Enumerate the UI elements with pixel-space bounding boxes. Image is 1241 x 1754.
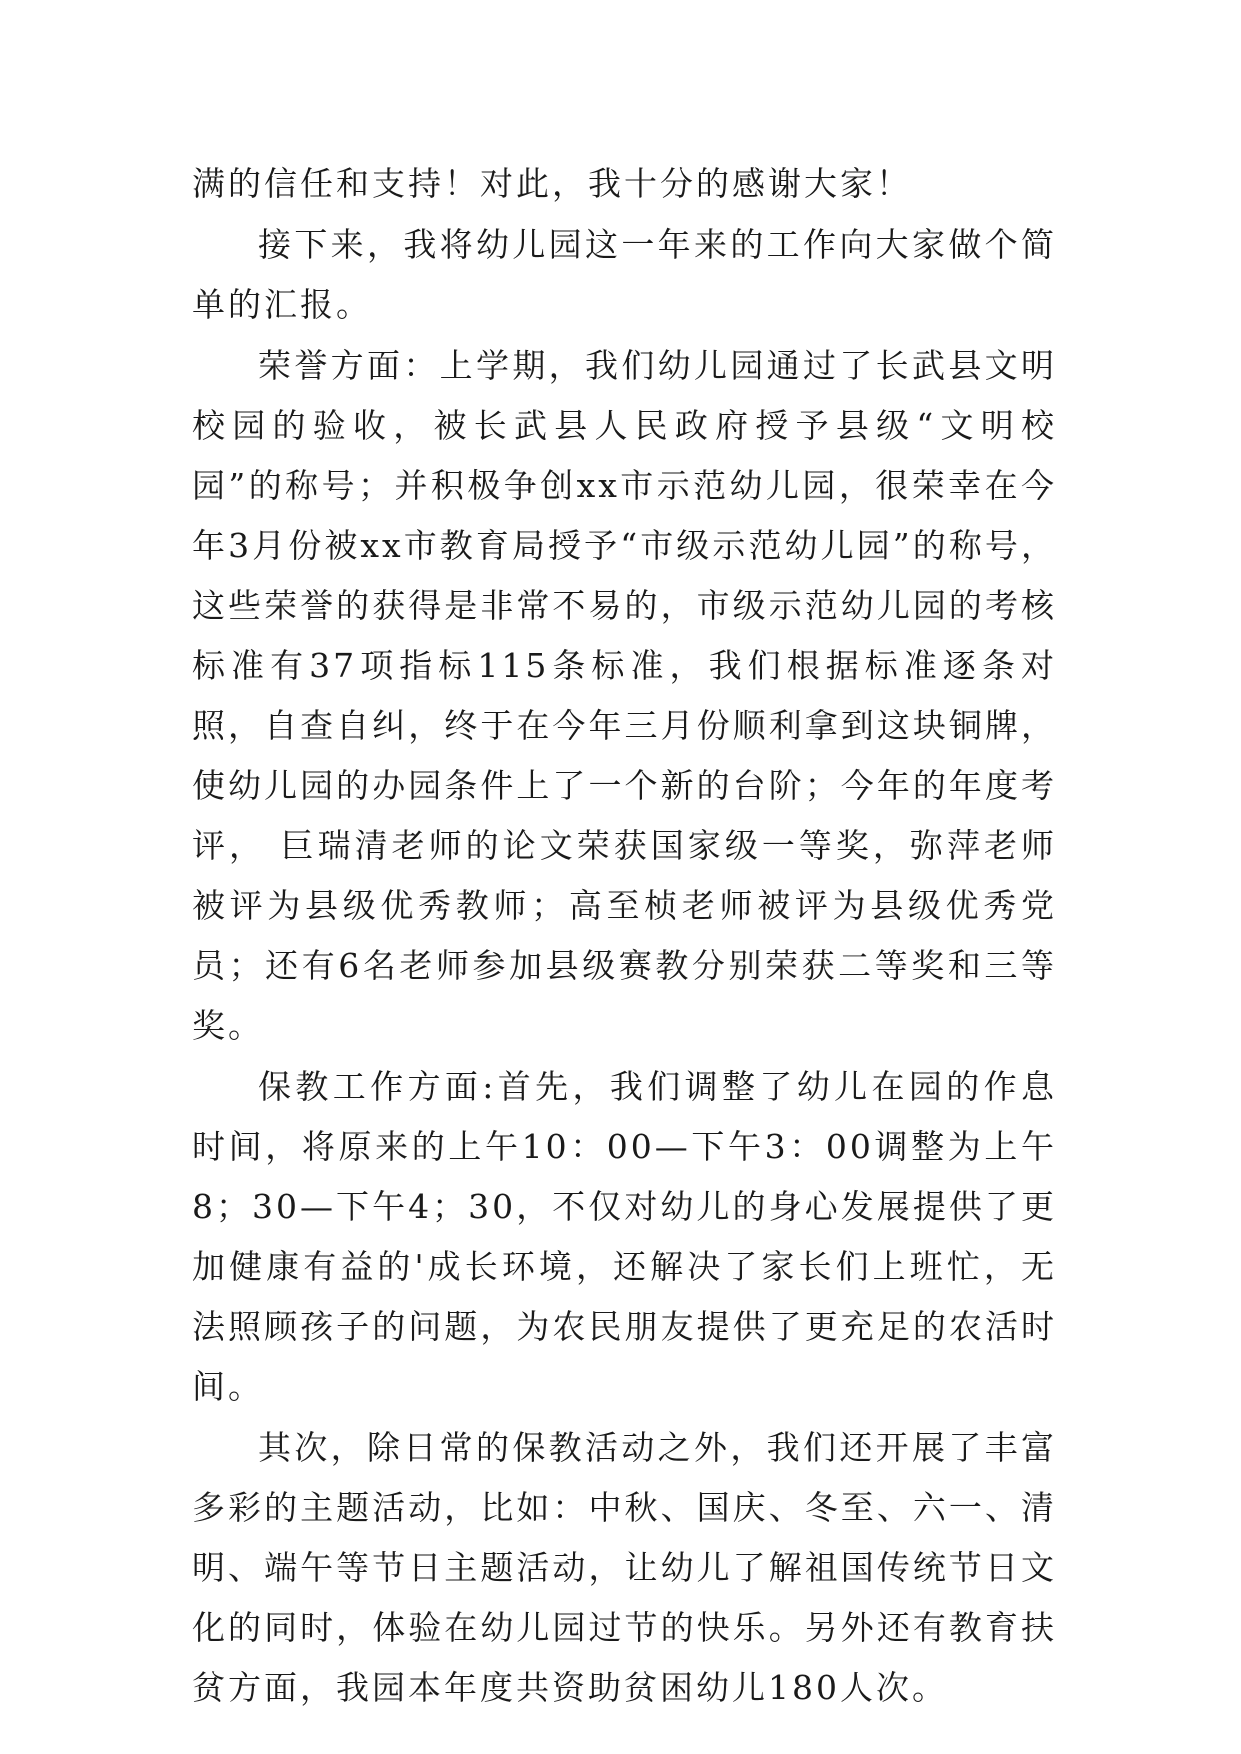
paragraph-care-education: 保教工作方面:首先，我们调整了幼儿在园的作息时间，将原来的上午10：00—下午3：00调整为上午8；30—下午4；30，不仅对幼儿的身心发展提供了更加健康有益的'成长环境，还解决了家长们上班忙，无法照顾孩子的问题，为农民朋友提供了更充足的农活时间。 — [192, 1067, 1057, 1406]
body-text — [192, 154, 1057, 1719]
paragraph-continuation: 满的信任和支持！对此，我十分的感谢大家！ — [192, 164, 912, 203]
paragraph-themed-activities: 其次，除日常的保教活动之外，我们还开展了丰富多彩的主题活动，比如：中秋、国庆、冬至、六一、清明、端午等节日主题活动，让幼儿了解祖国传统节日文化的同时，体验在幼儿园过节的快乐。另外还有教育扶贫方面，我园本年度共资助贫困幼儿180人次。 — [192, 1428, 1057, 1707]
paragraph-report-intro: 接下来，我将幼儿园这一年来的工作向大家做个简单的汇报。 — [192, 225, 1057, 324]
paragraph-honors: 荣誉方面：上学期，我们幼儿园通过了长武县文明校园的验收，被长武县人民政府授予县级“文明校园”的称号；并积极争创xx市示范幼儿园，很荣幸在今年3月份被xx市教育局授予“市级示范幼儿园”的称号，这些荣誉的获得是非常不易的，市级示范幼儿园的考核标准有37项指标115条标准，我们根据标准逐条对照，自查自纠，终于在今年三月份顺利拿到这块铜牌，使幼儿园的办园条件上了一个新的台阶；今年的年度考评， 巨瑞清老师的论文荣获国家级一等奖，弥萍老师被评为县级优秀教师；高至桢老师被评为县级优秀党员；还有6名老师参加县级赛教分别荣获二等奖和三等奖。 — [192, 346, 1057, 1045]
